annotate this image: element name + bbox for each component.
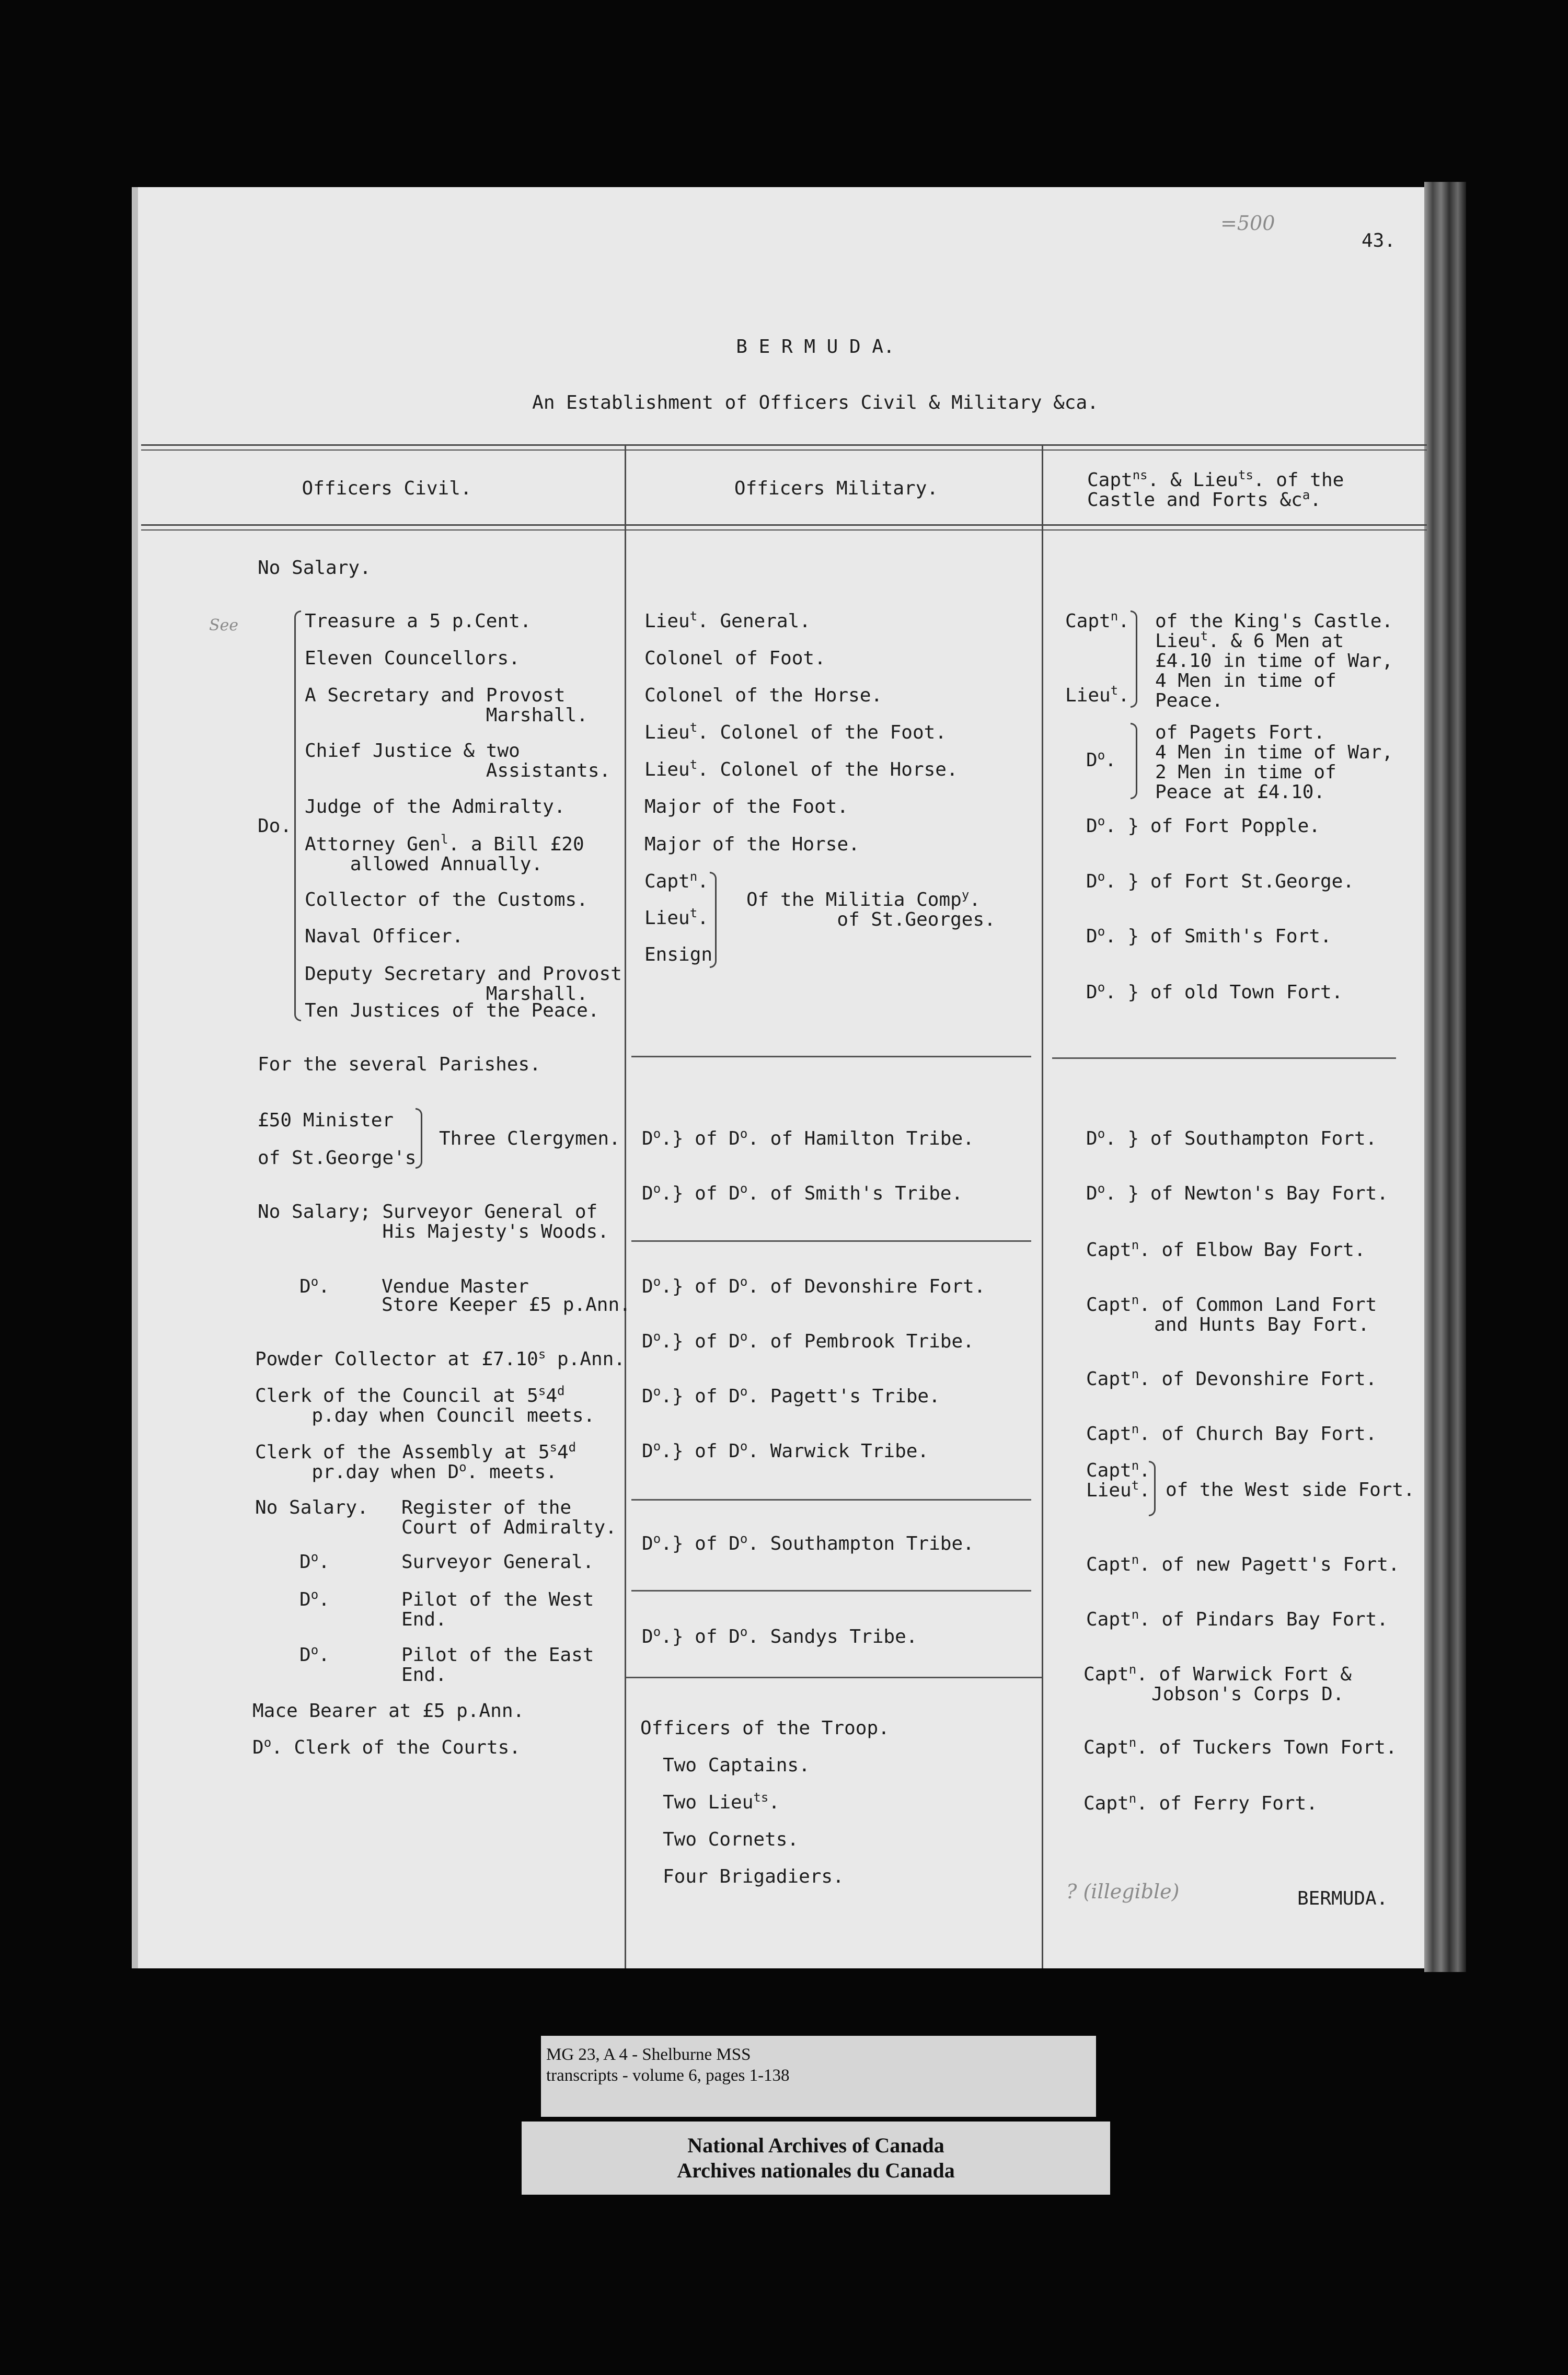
- military-lt-colonel-horse: Lieu$^t$. Colonel of the Horse.: [644, 757, 958, 780]
- archive-ref-line-2: transcripts - volume 6, pages 1-138: [546, 2066, 790, 2085]
- civil-secretary: A Secretary and Provost Marshall.: [305, 685, 588, 726]
- right-brace-pagets: [1131, 723, 1137, 799]
- military-colonel-foot: Colonel of Foot.: [644, 648, 826, 669]
- table-top-rule-2: [141, 449, 1427, 451]
- military-rule-3: [631, 1499, 1031, 1501]
- military-troop-lieuts: Two Lieu$^{ts}$.: [663, 1790, 780, 1813]
- military-major-foot: Major of the Foot.: [644, 796, 849, 817]
- military-devonshire: $D^o$.} of $D^o$. of Devonshire Fort.: [642, 1274, 986, 1297]
- table-top-rule: [141, 444, 1427, 446]
- column-header-forts: Capt$^{ns}$. & Lieu$^{ts}$. of the Castle and Forts $\&c^a$.: [1087, 468, 1344, 511]
- civil-parishes: For the several Parishes.: [258, 1054, 541, 1075]
- forts-newtons-bay: $D^o$. } of Newton's Bay Fort.: [1086, 1181, 1388, 1204]
- forts-smiths-fort: $D^o$. } of Smith's Fort.: [1086, 924, 1332, 947]
- military-troop-title: Officers of the Troop.: [640, 1717, 890, 1739]
- archive-ref-line-1: MG 23, A 4 - Shelburne MSS: [546, 2045, 751, 2064]
- civil-chief-justice: Chief Justice & two Assistants.: [305, 740, 611, 781]
- civil-vendue-do: $D^o$.: [299, 1274, 330, 1297]
- civil-treasurer: Treasure a 5 p.Cent.: [305, 610, 532, 632]
- archive-reference-label: [541, 2036, 1096, 2117]
- forts-new-pagetts: Capt$^n$. of new Pagett's Fort.: [1086, 1552, 1400, 1575]
- civil-do-pilot-east: $D^o$.: [299, 1643, 330, 1666]
- forts-west-side-ranks: Capt$^n$. Lieu$^t$.: [1086, 1458, 1150, 1501]
- forts-tuckers-town: Capt$^n$. of Tuckers Town Fort.: [1083, 1735, 1397, 1758]
- military-tribe-pembrook: $D^o$.} of $D^o$. of Pembrook Tribe.: [642, 1329, 974, 1352]
- civil-surveyor-woods: No Salary; Surveyor General of His Majesty's Woods.: [258, 1201, 609, 1242]
- civil-store-keeper: Store Keeper £5 p.Ann.: [382, 1294, 631, 1316]
- military-lieut-general: Lieu$^t$. General.: [644, 609, 811, 632]
- civil-no-salary: No Salary.: [258, 557, 371, 579]
- page-number: 43.: [1362, 230, 1396, 251]
- military-captn: Capt$^n$.: [644, 869, 709, 892]
- right-brace-kings: [1131, 610, 1137, 708]
- archive-name-fr: Archives nationales du Canada: [677, 2159, 955, 2182]
- civil-pilot-west: Pilot of the West End.: [401, 1589, 594, 1630]
- military-rule-2: [631, 1240, 1031, 1242]
- civil-deputy-secretary: Deputy Secretary and Provost Marshall.: [305, 963, 622, 1005]
- civil-clerk-council: Clerk of the Council at 5$^s$4$^d$ p.day when Council meets.: [255, 1384, 595, 1426]
- civil-naval-officer: Naval Officer.: [305, 926, 464, 947]
- forts-kings-castle: of the King's Castle. Lieu$^t$. & 6 Men at £4.10 in time of War, 4 Men in time of Peace.: [1155, 610, 1393, 711]
- civil-justices: Ten Justices of the Peace.: [305, 1000, 599, 1021]
- forts-pagets: of Pagets Fort. 4 Men in time of War, 2 Men in time of Peace at £4.10.: [1155, 722, 1393, 803]
- civil-do-pilot-west: $D^o$.: [299, 1587, 330, 1610]
- military-troop-captains: Two Captains.: [663, 1755, 810, 1776]
- civil-register: Register of the Court of Admiralty.: [401, 1497, 617, 1538]
- civil-do-label: Do.: [258, 815, 292, 837]
- page-edge: [1424, 182, 1466, 1972]
- forts-rule-1: [1052, 1057, 1396, 1059]
- column-divider-1: [625, 444, 626, 1968]
- column-divider-2: [1042, 444, 1043, 1968]
- military-ensign: Ensign: [644, 944, 713, 965]
- civil-pilot-east: Pilot of the East End.: [401, 1644, 594, 1686]
- forts-fort-popple: $D^o$. } of Fort Popple.: [1086, 814, 1320, 837]
- military-tribe-pagetts: $D^o$.} of $D^o$. Pagett's Tribe.: [642, 1384, 940, 1407]
- header-bottom-rule: [141, 524, 1427, 526]
- left-brace-civil: [294, 610, 301, 1021]
- column-header-military: Officers Military.: [734, 478, 939, 499]
- right-brace-west-side: [1149, 1461, 1156, 1516]
- civil-surveyor-general: Surveyor General.: [401, 1551, 594, 1573]
- military-tribe-warwick: $D^o$.} of $D^o$. Warwick Tribe.: [642, 1439, 929, 1462]
- column-header-civil: Officers Civil.: [302, 478, 472, 499]
- forts-old-town-fort: $D^o$. } of old Town Fort.: [1086, 980, 1343, 1003]
- forts-church-bay: Capt$^n$. of Church Bay Fort.: [1086, 1422, 1377, 1445]
- right-brace-militia: [710, 872, 717, 968]
- military-major-horse: Major of the Horse.: [644, 834, 860, 855]
- document-subtitle: An Establishment of Officers Civil & Military &ca.: [532, 392, 1099, 413]
- forts-elbow-bay: Capt$^n$. of Elbow Bay Fort.: [1086, 1238, 1366, 1261]
- document-title: B E R M U D A.: [736, 336, 895, 358]
- military-tribe-hamilton: $D^o$.} of $D^o$. of Hamilton Tribe.: [642, 1126, 974, 1149]
- forts-warwick: Capt$^n$. of Warwick Fort & Jobson's Corps D.: [1083, 1662, 1352, 1705]
- civil-powder-collector: Powder Collector at £7.10$^s$ p.Ann.: [255, 1347, 626, 1370]
- forts-captn-kings: Capt$^n$.: [1065, 609, 1129, 632]
- forts-pencil-note: ? (illegible): [1066, 1880, 1180, 1903]
- military-lieut: Lieu$^t$.: [644, 906, 709, 929]
- civil-attorney: Attorney Gen$^l$. a Bill £20 allowed Annually.: [305, 832, 584, 875]
- header-bottom-rule-2: [141, 529, 1427, 531]
- civil-vendue-master: Vendue Master: [382, 1276, 529, 1297]
- forts-west-side: of the West side Fort.: [1166, 1479, 1415, 1501]
- civil-mace-bearer: Mace Bearer at £5 p.Ann.: [252, 1700, 525, 1722]
- right-brace-clergy: [416, 1108, 422, 1169]
- military-tribe-smiths: $D^o$.} of $D^o$. of Smith's Tribe.: [642, 1181, 963, 1204]
- civil-judge-admiralty: Judge of the Admiralty.: [305, 796, 566, 817]
- military-tribe-southampton: $D^o$.} of $D^o$. Southampton Tribe.: [642, 1531, 974, 1554]
- civil-clerk-assembly: Clerk of the Assembly at 5$^s$4$^d$ pr.day when $D^o$. meets.: [255, 1440, 577, 1483]
- forts-common-land: Capt$^n$. of Common Land Fort and Hunts Bay Fort.: [1086, 1293, 1377, 1335]
- civil-minister: £50 Minister: [258, 1110, 394, 1131]
- civil-councellors: Eleven Councellors.: [305, 648, 520, 669]
- forts-ferry-fort: Capt$^n$. of Ferry Fort.: [1083, 1791, 1318, 1814]
- military-militia: Of the Militia Comp$^y$. of St.Georges.: [746, 887, 996, 930]
- archive-name-label: [522, 2122, 1110, 2195]
- pencil-note: =500: [1220, 212, 1275, 235]
- civil-clergymen: Three Clergymen.: [439, 1128, 620, 1149]
- forts-devonshire: Capt$^n$. of Devonshire Fort.: [1086, 1367, 1377, 1390]
- civil-st-georges: of St.George's: [258, 1147, 417, 1169]
- civil-clerk-courts: $D^o$. Clerk of the Courts.: [252, 1735, 521, 1758]
- military-colonel-horse: Colonel of the Horse.: [644, 685, 883, 706]
- civil-collector: Collector of the Customs.: [305, 889, 588, 910]
- military-rule-5: [626, 1677, 1042, 1678]
- forts-lieut-kings: Lieu$^t$.: [1065, 683, 1129, 706]
- military-rule-1: [631, 1056, 1031, 1057]
- catchword: BERMUDA.: [1297, 1888, 1388, 1909]
- archive-name-en: National Archives of Canada: [687, 2134, 944, 2157]
- forts-pindars-bay: Capt$^n$. of Pindars Bay Fort.: [1086, 1607, 1388, 1630]
- forts-do-pagets: $D^o$.: [1086, 748, 1116, 771]
- military-troop-brigadiers: Four Brigadiers.: [663, 1866, 844, 1887]
- civil-do-surveyor: $D^o$.: [299, 1550, 330, 1573]
- military-rule-4: [631, 1590, 1031, 1592]
- military-tribe-sandys: $D^o$.} of $D^o$. Sandys Tribe.: [642, 1624, 918, 1647]
- forts-fort-st-george: $D^o$. } of Fort St.George.: [1086, 869, 1354, 892]
- civil-no-salary-2: No Salary.: [255, 1497, 368, 1518]
- forts-southampton: $D^o$. } of Southampton Fort.: [1086, 1126, 1377, 1149]
- margin-note: See: [209, 616, 239, 635]
- military-lt-colonel-foot: Lieu$^t$. Colonel of the Foot.: [644, 720, 947, 743]
- military-troop-cornets: Two Cornets.: [663, 1829, 799, 1850]
